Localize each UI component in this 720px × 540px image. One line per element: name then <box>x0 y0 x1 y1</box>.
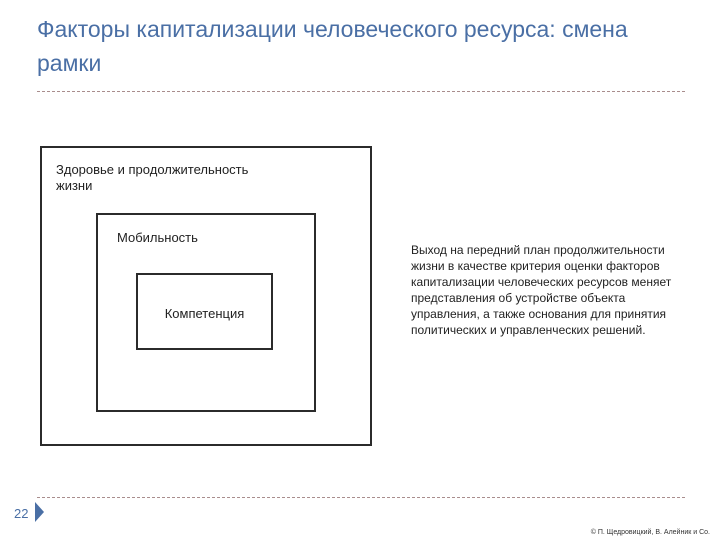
page-number: 22 <box>14 506 29 521</box>
middle-box-label: Мобильность <box>117 230 198 245</box>
copyright-text: © П. Щедровицкий, В. Алейник и Со. <box>590 529 710 536</box>
description-text: Выход на передний план продолжительности жизни в качестве критерия оценки факторов капитализации человеческих ресурсов меняет представления об устройстве объекта управления, а также основания для принятия политических и управленческих решений. <box>411 243 672 337</box>
page-marker-triangle-icon <box>35 502 44 522</box>
title-divider <box>37 91 685 92</box>
inner-box-label: Компетенция <box>164 306 245 321</box>
slide-title: Факторы капитализации человеческого ресурса: смена рамки <box>37 16 628 76</box>
footer-divider <box>37 497 685 498</box>
outer-box-label: Здоровье и продолжительность жизни <box>56 162 249 193</box>
